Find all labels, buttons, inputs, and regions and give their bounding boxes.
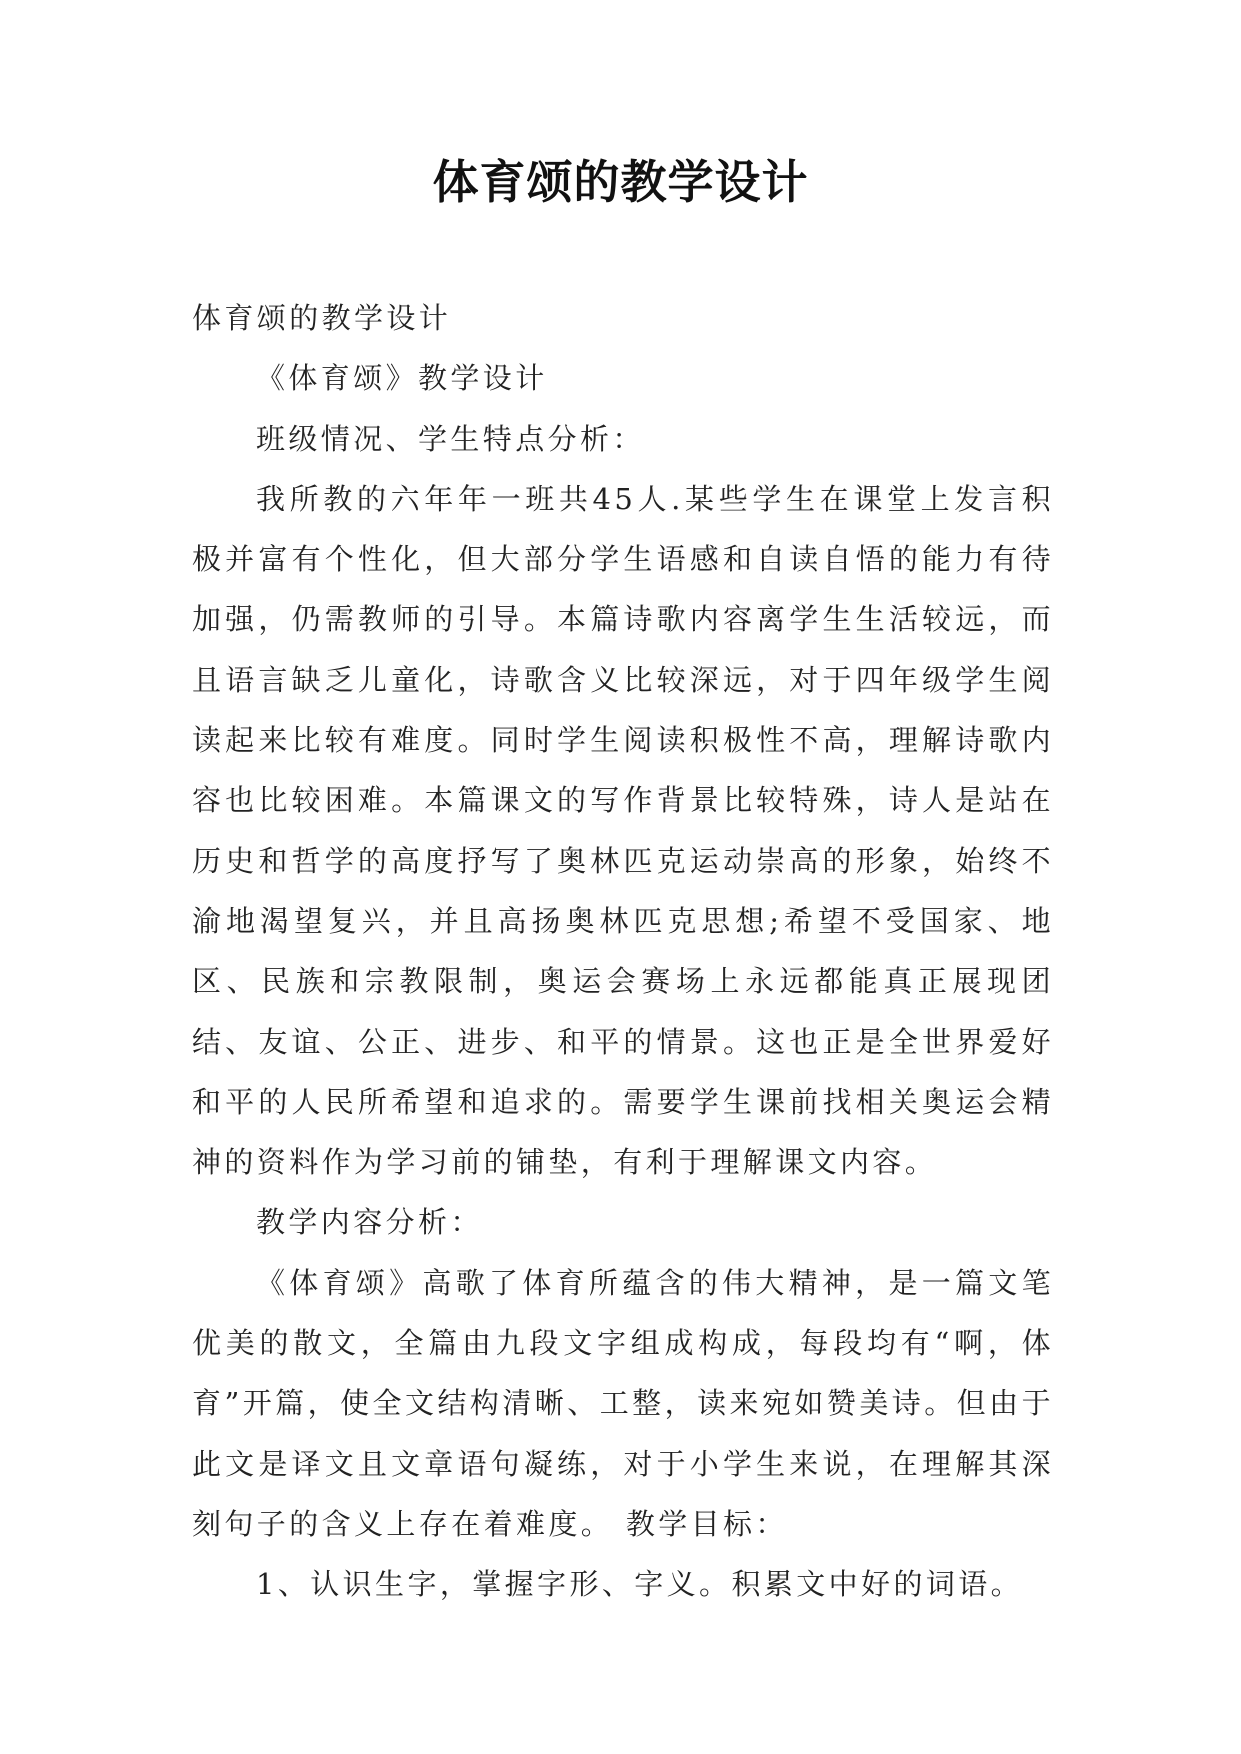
document-title: 体育颂的教学设计 xyxy=(432,155,809,209)
paragraph-class-analysis: 我所教的六年年一班共45人.某些学生在课堂上发言积极并富有个性化，但大部分学生语感和自读自悟的能力有待加强，仍需教师的引导。本篇诗歌内容离学生生活较远，而且语言缺乏儿童化，诗歌含义比较深远，对于四年级学生阅读起来比较有难度。同时学生阅读积极性不高，理解诗歌内容也比较困难。本篇课文的写作背景比较特殊，诗人是站在历史和哲学的高度抒写了奥林匹克运动崇高的形象，始终不渝地渴望复兴，并且高扬奥林匹克思想;希望不受国家、地区、民族和宗教限制，奥运会赛场上永远都能真正展现团结、友谊、公正、进步、和平的情景。这也正是全世界爱好和平的人民所希望和追求的。需要学生课前找相关奥运会精神的资料作为学习前的铺垫，有利于理解课文内容。 xyxy=(192,481,1054,1180)
paragraph-heading-class-analysis: 班级情况、学生特点分析： xyxy=(256,421,645,456)
paragraph-goal-1: 1、认识生字，掌握字形、字义。积累文中好的词语。 xyxy=(256,1567,1024,1602)
paragraph-subtitle: 体育颂的教学设计 xyxy=(192,301,452,335)
paragraph-heading-content-analysis: 教学内容分析： xyxy=(256,1205,483,1240)
paragraph-heading-design: 《体育颂》教学设计 xyxy=(256,361,548,396)
document-body xyxy=(192,288,1054,1615)
paragraph-content-analysis: 《体育颂》高歌了体育所蕴含的伟大精神，是一篇文笔优美的散文，全篇由九段文字组成构成，每段均有“啊，体育”开篇，使全文结构清晰、工整，读来宛如赞美诗。但由于此文是译文且文章语句凝练，对于小学生来说，在理解其深刻句子的含义上存在着难度。 教学目标： xyxy=(192,1265,1054,1541)
